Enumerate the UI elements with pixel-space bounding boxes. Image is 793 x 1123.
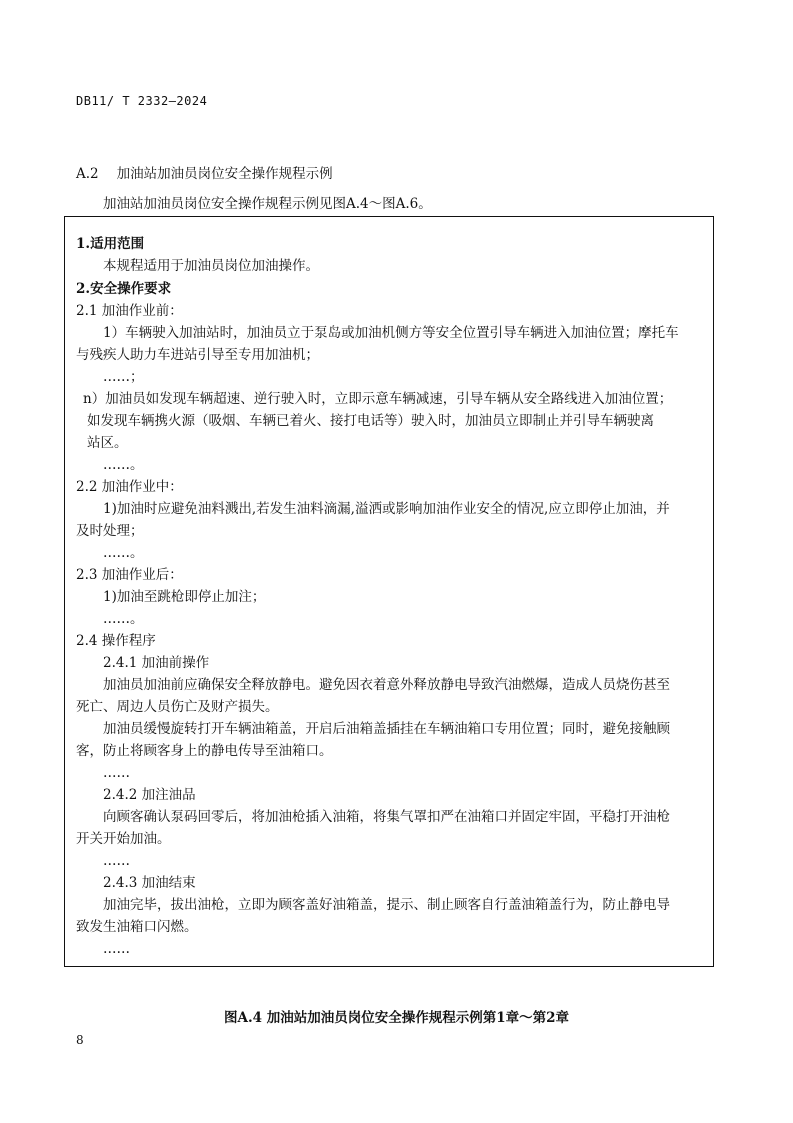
ellipsis-line: ……； (103, 369, 144, 385)
text-line: 加油员加油前应确保安全释放静电。避免因衣着意外释放静电导致汽油燃爆，造成人员烧伤甚至 (103, 677, 670, 693)
text-line: 加油员缓慢旋转打开车辆油箱盖，开启后油箱盖插挂在车辆油箱口专用位置；同时，避免接触顾 (103, 721, 670, 737)
text-line: 加油完毕，拔出油枪，立即为顾客盖好油箱盖，提示、制止顾客自行盖油箱盖行为，防止静电导 (103, 897, 670, 913)
text-line: 及时处理； (76, 523, 144, 539)
text-line: 死亡、周边人员伤亡及财产损失。 (76, 699, 279, 715)
document-code: DB11/ T 2332—2024 (76, 94, 208, 108)
text-line: 向顾客确认泵码回零后，将加油枪插入油箱，将集气罩扣严在油箱口并固定牢固，平稳打开油枪 (103, 809, 670, 825)
section-number: A.2 (76, 166, 99, 182)
ellipsis-line: ……。 (103, 611, 144, 627)
text-line: n）加油员如发现车辆超速、逆行驶入时，立即示意车辆减速，引导车辆从安全路线进入加油位置； (83, 391, 673, 407)
text-line: 致发生油箱口闪燃。 (76, 919, 198, 935)
ellipsis-line: …… (103, 853, 130, 869)
section-title: 加油站加油员岗位安全操作规程示例 (116, 166, 333, 182)
ellipsis-line: ……。 (103, 457, 144, 473)
text-line: 站区。 (87, 435, 128, 451)
subheading-filling: 2.4.2 加注油品 (103, 787, 196, 803)
text-line: 1）车辆驶入加油站时，加油员立于泵岛或加油机侧方等安全位置引导车辆进入加油位置；摩托车 (103, 325, 679, 341)
text-line: 本规程适用于加油员岗位加油操作。 (103, 258, 319, 274)
subheading-refuel-end: 2.4.3 加油结束 (103, 875, 196, 891)
subheading-during-refueling: 2.2 加油作业中： (76, 479, 183, 495)
text-line: 1)加油至跳枪即停止加注； (103, 589, 266, 605)
subheading-after-refueling: 2.3 加油作业后： (76, 567, 183, 583)
text-line: 与残疾人助力车进站引导至专用加油机； (76, 347, 319, 363)
example-box (64, 216, 714, 967)
text-line: 如发现车辆携火源（吸烟、车辆已着火、接打电话等）驶入时，加油员立即制止并引导车辆驶离 (87, 413, 654, 429)
figure-caption: 图A.4 加油站加油员岗位安全操作规程示例第1章～第2章 (223, 1010, 570, 1026)
subheading-procedure: 2.4 操作程序 (76, 633, 156, 649)
ellipsis-line: …… (103, 765, 130, 781)
text-line: 1)加油时应避免油料溅出,若发生油料滴漏,溢洒或影响加油作业安全的情况,应立即停止加油，并 (103, 501, 670, 517)
subheading-before-refueling: 2.1 加油作业前： (76, 303, 183, 319)
intro-paragraph: 加油站加油员岗位安全操作规程示例见图A.4～图A.6。 (103, 196, 432, 212)
heading-scope: 1.适用范围 (76, 236, 145, 252)
text-line: 开关开始加油。 (76, 831, 171, 847)
section-heading (76, 162, 333, 182)
ellipsis-line: ……。 (103, 545, 144, 561)
page-number: 8 (76, 1033, 84, 1047)
subheading-pre-refuel-operation: 2.4.1 加油前操作 (103, 655, 210, 671)
ellipsis-line: …… (103, 941, 130, 957)
heading-safety-requirements: 2.安全操作要求 (76, 281, 172, 297)
text-line: 客，防止将顾客身上的静电传导至油箱口。 (76, 743, 333, 759)
